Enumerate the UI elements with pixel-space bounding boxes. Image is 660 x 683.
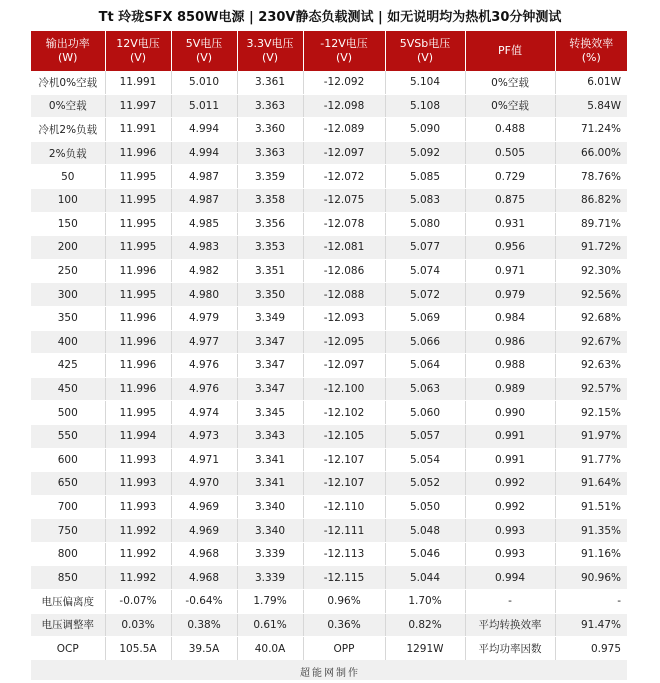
table-cell: -12.105 (303, 424, 385, 448)
table-cell: 1.70% (385, 590, 465, 614)
table-cell: 91.35% (555, 519, 627, 543)
table-cell: 11.994 (105, 424, 171, 448)
table-cell: 92.57% (555, 377, 627, 401)
table-header-row (31, 31, 627, 71)
table-cell: 0.991 (465, 448, 555, 472)
table-cell: 91.51% (555, 495, 627, 519)
column-header-unit: (V) (195, 51, 213, 64)
table-cell: 11.995 (105, 283, 171, 307)
table-cell: 5.057 (385, 424, 465, 448)
table-cell: -12.095 (303, 330, 385, 354)
table-cell: 200 (31, 236, 105, 260)
table-cell: 92.67% (555, 330, 627, 354)
table-cell: 11.995 (105, 165, 171, 189)
table-cell: 91.47% (555, 613, 627, 637)
table-cell: 3.351 (237, 259, 303, 283)
table-cell: -12.089 (303, 118, 385, 142)
table-cell: 5.84W (555, 94, 627, 118)
column-header-unit: (V) (261, 51, 279, 64)
table-cell: 5.050 (385, 495, 465, 519)
table-cell: - (465, 590, 555, 614)
table-cell: 4.968 (171, 542, 237, 566)
table-cell: -12.100 (303, 377, 385, 401)
table-cell: -12.093 (303, 306, 385, 330)
table-cell: 11.996 (105, 259, 171, 283)
table-cell: 3.343 (237, 424, 303, 448)
table-cell: 5.010 (171, 71, 237, 94)
table-cell: 0.979 (465, 283, 555, 307)
table-cell: 3.339 (237, 566, 303, 590)
table-cell: 3.361 (237, 71, 303, 94)
table-cell: 平均转换效率 (465, 613, 555, 637)
table-cell: 3.347 (237, 354, 303, 378)
table-cell: 11.996 (105, 330, 171, 354)
column-header-label: 5VSb电压 (399, 37, 451, 50)
table-cell: 3.353 (237, 236, 303, 260)
table-cell: 3.359 (237, 165, 303, 189)
table-cell: 4.969 (171, 495, 237, 519)
table-cell: 11.996 (105, 354, 171, 378)
table-cell: 11.997 (105, 94, 171, 118)
table-cell: 5.011 (171, 94, 237, 118)
table-cell: 0.992 (465, 495, 555, 519)
table-row (31, 330, 627, 354)
table-cell: 91.72% (555, 236, 627, 260)
table-cell: 4.982 (171, 259, 237, 283)
column-header (237, 31, 303, 71)
table-cell: 0.991 (465, 424, 555, 448)
column-header (385, 31, 465, 71)
column-header-label: 转换效率 (569, 37, 614, 50)
column-header-label: 输出功率 (45, 37, 90, 50)
column-header (303, 31, 385, 71)
table-cell: 89.71% (555, 212, 627, 236)
table-row (31, 495, 627, 519)
table-cell: OCP (31, 637, 105, 661)
column-header-label: 3.3V电压 (246, 37, 294, 50)
table-row (31, 283, 627, 307)
table-cell: 11.992 (105, 542, 171, 566)
table-row (31, 613, 627, 637)
table-cell: 350 (31, 306, 105, 330)
table-cell: 500 (31, 401, 105, 425)
table-cell: 0.488 (465, 118, 555, 142)
column-header-label: PF值 (498, 44, 522, 57)
table-cell: 11.992 (105, 519, 171, 543)
table-cell: 4.976 (171, 377, 237, 401)
column-header-unit: (V) (129, 51, 147, 64)
table-cell: - (555, 590, 627, 614)
table-row (31, 542, 627, 566)
table-cell: 5.072 (385, 283, 465, 307)
table-cell: 3.341 (237, 472, 303, 496)
table-cell: 92.30% (555, 259, 627, 283)
table-cell: 1.79% (237, 590, 303, 614)
column-header (31, 31, 105, 71)
table-cell: 3.340 (237, 519, 303, 543)
table-cell: 5.052 (385, 472, 465, 496)
table-cell: 3.339 (237, 542, 303, 566)
table-cell: 0.988 (465, 354, 555, 378)
column-header-unit: (V) (335, 51, 353, 64)
table-cell: 3.341 (237, 448, 303, 472)
table-row (31, 377, 627, 401)
table-cell: 750 (31, 519, 105, 543)
column-header-unit: (V) (416, 51, 434, 64)
table-cell: -12.110 (303, 495, 385, 519)
table-cell: 3.347 (237, 330, 303, 354)
table-cell: 11.996 (105, 377, 171, 401)
table-cell: 0.986 (465, 330, 555, 354)
table-cell: 90.96% (555, 566, 627, 590)
table-row (31, 118, 627, 142)
table-cell: 4.973 (171, 424, 237, 448)
table-cell: 4.983 (171, 236, 237, 260)
table-cell: 5.085 (385, 165, 465, 189)
table-cell: 105.5A (105, 637, 171, 661)
table-cell: 300 (31, 283, 105, 307)
table-cell: 700 (31, 495, 105, 519)
table-cell: 5.083 (385, 188, 465, 212)
table-row (31, 354, 627, 378)
table-cell: 92.56% (555, 283, 627, 307)
table-cell: 5.063 (385, 377, 465, 401)
table-cell: 11.995 (105, 401, 171, 425)
table-cell: 11.991 (105, 118, 171, 142)
table-cell: 5.074 (385, 259, 465, 283)
table-cell: 11.993 (105, 448, 171, 472)
column-header-unit: (%) (581, 51, 601, 64)
table-cell: 91.97% (555, 424, 627, 448)
table-cell: 0.984 (465, 306, 555, 330)
table-cell: 425 (31, 354, 105, 378)
table-cell: -12.107 (303, 472, 385, 496)
table-row (31, 259, 627, 283)
table-cell: 11.992 (105, 566, 171, 590)
table-cell: 0%空载 (465, 71, 555, 94)
table-cell: -12.075 (303, 188, 385, 212)
table-cell: 1291W (385, 637, 465, 661)
table-cell: 4.987 (171, 188, 237, 212)
table-cell: 0.03% (105, 613, 171, 637)
table-cell: 3.358 (237, 188, 303, 212)
table-cell: 0.971 (465, 259, 555, 283)
page-title: Tt 玲珑SFX 850W电源 | 230V静态负载测试 | 如无说明均为热机30分钟测试 (98, 10, 562, 25)
table-cell: 400 (31, 330, 105, 354)
table-cell: 0.61% (237, 613, 303, 637)
column-header (465, 31, 555, 71)
table-cell: 600 (31, 448, 105, 472)
table-cell: 250 (31, 259, 105, 283)
table-cell: 4.994 (171, 141, 237, 165)
column-header-label: 5V电压 (185, 37, 223, 50)
table-cell: 4.977 (171, 330, 237, 354)
table-cell: 0.993 (465, 542, 555, 566)
table-row (31, 306, 627, 330)
table-cell: 0.931 (465, 212, 555, 236)
table-body (31, 71, 627, 660)
table-cell: 650 (31, 472, 105, 496)
table-cell: 100 (31, 188, 105, 212)
table-cell: 5.048 (385, 519, 465, 543)
table-cell: 4.971 (171, 448, 237, 472)
table-cell: -12.088 (303, 283, 385, 307)
table-cell: 0.975 (555, 637, 627, 661)
table-cell: -12.115 (303, 566, 385, 590)
table-cell: 0.36% (303, 613, 385, 637)
table-cell: 电压调整率 (31, 613, 105, 637)
table-cell: 450 (31, 377, 105, 401)
table-cell: 6.01W (555, 71, 627, 94)
table-cell: -12.078 (303, 212, 385, 236)
column-header-label: 12V电压 (116, 37, 160, 50)
table-cell: 0.875 (465, 188, 555, 212)
table-cell: 850 (31, 566, 105, 590)
table-cell: 电压偏离度 (31, 590, 105, 614)
table-row (31, 94, 627, 118)
table-cell: 0.992 (465, 472, 555, 496)
table-cell: 11.993 (105, 495, 171, 519)
table-cell: 3.340 (237, 495, 303, 519)
table-cell: 150 (31, 212, 105, 236)
table-cell: 11.995 (105, 212, 171, 236)
table-cell: 71.24% (555, 118, 627, 142)
table-cell: 11.995 (105, 236, 171, 260)
table-cell: 4.980 (171, 283, 237, 307)
table-cell: 39.5A (171, 637, 237, 661)
table-cell: 4.987 (171, 165, 237, 189)
test-results-table (31, 31, 627, 661)
table-cell: 40.0A (237, 637, 303, 661)
table-cell: 5.046 (385, 542, 465, 566)
table-cell: -12.113 (303, 542, 385, 566)
table-cell: 11.993 (105, 472, 171, 496)
table-cell: -0.64% (171, 590, 237, 614)
table-cell: 5.060 (385, 401, 465, 425)
table-cell: 11.996 (105, 141, 171, 165)
table-cell: 5.080 (385, 212, 465, 236)
table-cell: 4.969 (171, 519, 237, 543)
table-cell: 0.505 (465, 141, 555, 165)
table-cell: 4.976 (171, 354, 237, 378)
table-cell: 0.993 (465, 519, 555, 543)
table-cell: -12.107 (303, 448, 385, 472)
table-row (31, 188, 627, 212)
table-cell: -12.102 (303, 401, 385, 425)
table-cell: 5.069 (385, 306, 465, 330)
table-cell: 5.090 (385, 118, 465, 142)
column-header (555, 31, 627, 71)
table-cell: -12.097 (303, 141, 385, 165)
table-cell: 4.970 (171, 472, 237, 496)
table-cell: 4.968 (171, 566, 237, 590)
table-cell: 5.104 (385, 71, 465, 94)
column-header (105, 31, 171, 71)
table-cell: 4.974 (171, 401, 237, 425)
table-row (31, 566, 627, 590)
table-cell: 92.68% (555, 306, 627, 330)
table-cell: 3.345 (237, 401, 303, 425)
table-row (31, 590, 627, 614)
table-row (31, 71, 627, 94)
table-cell: -12.098 (303, 94, 385, 118)
table-cell: 0.82% (385, 613, 465, 637)
table-cell: 5.077 (385, 236, 465, 260)
table-cell: 11.996 (105, 306, 171, 330)
table-cell: 11.991 (105, 71, 171, 94)
table-cell: 2%负载 (31, 141, 105, 165)
table-cell: 91.77% (555, 448, 627, 472)
table-cell: 4.979 (171, 306, 237, 330)
table-cell: -0.07% (105, 590, 171, 614)
table-cell: 5.044 (385, 566, 465, 590)
table-cell: 66.00% (555, 141, 627, 165)
table-cell: 50 (31, 165, 105, 189)
table-cell: 5.054 (385, 448, 465, 472)
table-row (31, 165, 627, 189)
table-row (31, 212, 627, 236)
table-row (31, 401, 627, 425)
table-cell: 5.092 (385, 141, 465, 165)
table-cell: 0.956 (465, 236, 555, 260)
table-cell: 86.82% (555, 188, 627, 212)
table-cell: 3.350 (237, 283, 303, 307)
table-cell: 5.064 (385, 354, 465, 378)
table-cell: 3.360 (237, 118, 303, 142)
footer-credit: 超能网制作 (300, 668, 360, 679)
table-cell: 0%空载 (31, 94, 105, 118)
table-cell: 800 (31, 542, 105, 566)
table-cell: 0.990 (465, 401, 555, 425)
table-cell: 92.63% (555, 354, 627, 378)
table-cell: -12.086 (303, 259, 385, 283)
table-cell: -12.072 (303, 165, 385, 189)
table-cell: 冷机0%空载 (31, 71, 105, 94)
table-cell: 0.989 (465, 377, 555, 401)
table-cell: 0.729 (465, 165, 555, 189)
table-row (31, 637, 627, 661)
table-cell: 0%空载 (465, 94, 555, 118)
table-row (31, 472, 627, 496)
table-cell: -12.092 (303, 71, 385, 94)
table-cell: -12.097 (303, 354, 385, 378)
table-row (31, 424, 627, 448)
table-cell: 3.363 (237, 94, 303, 118)
table-cell: 11.995 (105, 188, 171, 212)
table-cell: 4.985 (171, 212, 237, 236)
table-cell: 550 (31, 424, 105, 448)
table-cell: 冷机2%负载 (31, 118, 105, 142)
table-cell: 92.15% (555, 401, 627, 425)
table-cell: 5.108 (385, 94, 465, 118)
table-cell: 78.76% (555, 165, 627, 189)
table-cell: 0.38% (171, 613, 237, 637)
table-cell: 4.994 (171, 118, 237, 142)
table-cell: 0.96% (303, 590, 385, 614)
table-cell: 3.356 (237, 212, 303, 236)
table-cell: 3.347 (237, 377, 303, 401)
table-row (31, 519, 627, 543)
table-cell: 0.994 (465, 566, 555, 590)
column-header-unit: (W) (58, 51, 78, 64)
table-cell: 3.349 (237, 306, 303, 330)
column-header (171, 31, 237, 71)
table-cell: 5.066 (385, 330, 465, 354)
table-row (31, 141, 627, 165)
table-cell: OPP (303, 637, 385, 661)
table-cell: 91.16% (555, 542, 627, 566)
table-cell: -12.081 (303, 236, 385, 260)
table-cell: -12.111 (303, 519, 385, 543)
table-cell: 平均功率因数 (465, 637, 555, 661)
table-row (31, 236, 627, 260)
column-header-label: -12V电压 (320, 37, 368, 50)
table-cell: 3.363 (237, 141, 303, 165)
table-cell: 91.64% (555, 472, 627, 496)
table-row (31, 448, 627, 472)
